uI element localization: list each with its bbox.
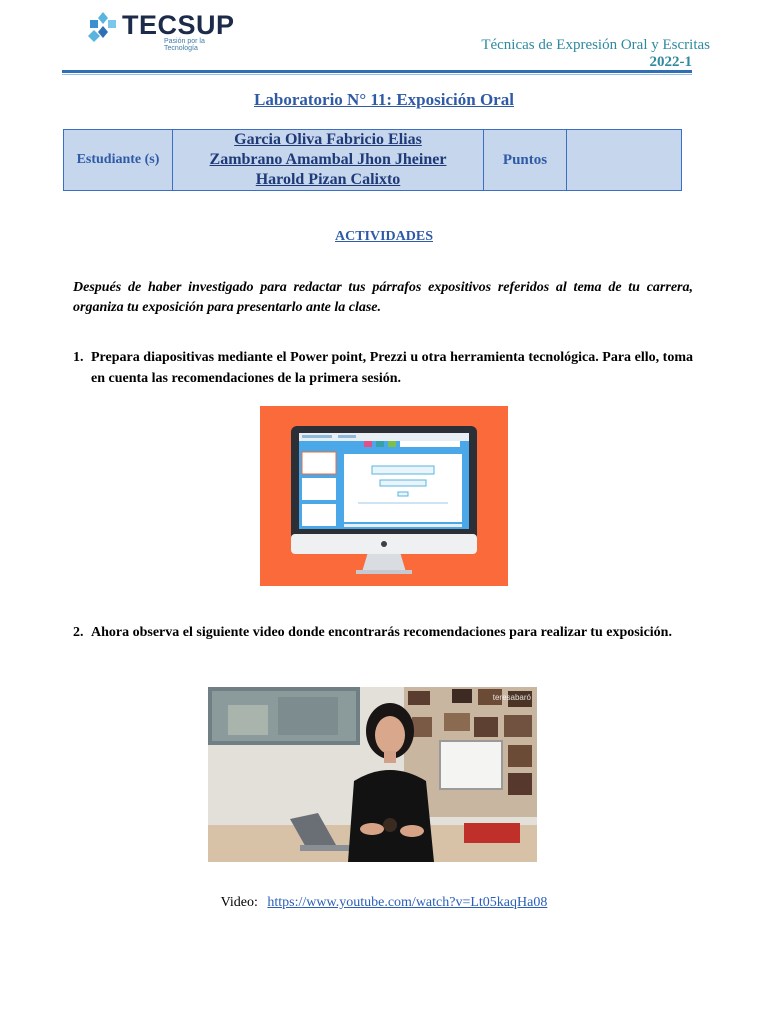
video-label: Video: xyxy=(220,895,258,910)
video-link[interactable]: https://www.youtube.com/watch?v=Lt05kaqHa08 xyxy=(267,895,548,910)
item-text: Prepara diapositivas mediante el Power point, Prezzi u otra herramienta tecnológica. Para ello, toma en cuenta las recomendaciones de la primera sesión. xyxy=(91,350,693,386)
student-table xyxy=(63,129,682,191)
presentation-illustration xyxy=(260,406,508,586)
video-watermark: teresabaró xyxy=(492,693,531,702)
presenter-photo xyxy=(208,687,537,862)
tecsup-logo xyxy=(86,8,236,50)
intro-paragraph: Después de haber investigado para redactar tus párrafos expositivos referidos al tema de tu carrera, organiza tu exposición para presentarlo ante la clase. xyxy=(73,280,693,315)
logo-mark-icon xyxy=(86,10,120,44)
item-text: Ahora observa el siguiente video donde encontrarás recomendaciones para realizar tu exposición. xyxy=(91,625,672,640)
header-rule xyxy=(62,70,692,73)
period: 2022-1 xyxy=(649,54,692,70)
header-rule-thin xyxy=(62,74,692,75)
students-label: Estudiante (s) xyxy=(64,130,173,191)
video-thumbnail[interactable] xyxy=(208,687,537,862)
monitor-icon xyxy=(260,406,508,586)
activity-item-2 xyxy=(73,622,693,643)
video-caption xyxy=(0,895,768,911)
student-name: Zambrano Amambal Jhon Jheiner xyxy=(209,151,447,168)
student-name: Garcia Oliva Fabricio Elias xyxy=(234,131,422,148)
lab-title: Laboratorio N° 11: Exposición Oral xyxy=(254,90,514,109)
course-title: Técnicas de Expresión Oral y Escritas xyxy=(481,37,710,53)
item-number: 2. xyxy=(73,625,84,640)
students-cell xyxy=(173,130,484,191)
activities-title: ACTIVIDADES xyxy=(334,229,434,244)
points-value xyxy=(567,130,682,191)
item-number: 1. xyxy=(73,350,84,365)
points-label: Puntos xyxy=(484,130,567,191)
logo-text: TECSUP xyxy=(122,10,235,40)
logo-tagline: Pasión por la Tecnología xyxy=(164,38,205,52)
activity-item-1 xyxy=(73,347,693,389)
student-name: Harold Pizan Calixto xyxy=(255,171,401,188)
